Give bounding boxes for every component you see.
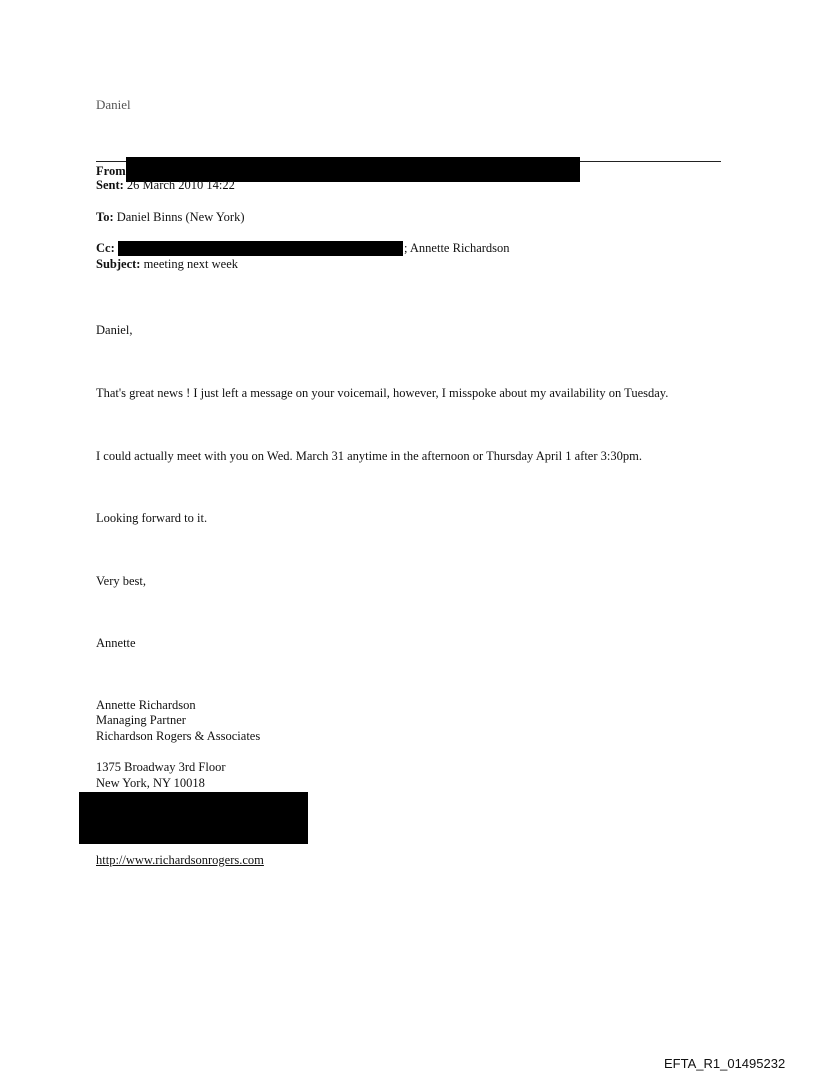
sent-line bbox=[96, 178, 235, 193]
sign-name: Annette bbox=[96, 636, 136, 650]
cc-redaction bbox=[118, 241, 403, 256]
signature-redaction bbox=[79, 792, 308, 844]
to-line bbox=[96, 210, 245, 225]
website-link[interactable]: http://www.richardsonrogers.com bbox=[96, 853, 264, 867]
body-paragraph-2: I could actually meet with you on Wed. March 31 anytime in the afternoon or Thursday April 1 after 3:30pm. bbox=[96, 449, 642, 463]
subject-line bbox=[96, 257, 238, 272]
body-paragraph-3: Looking forward to it. bbox=[96, 511, 208, 525]
sent-value: 26 March 2010 14:22 bbox=[126, 178, 235, 192]
address-line-2: New York, NY 10018 bbox=[96, 776, 205, 790]
salutation: Daniel, bbox=[96, 323, 133, 337]
to-value: Daniel Binns (New York) bbox=[116, 210, 245, 224]
signature-name: Annette Richardson bbox=[96, 698, 196, 712]
document-id: EFTA_R1_01495232 bbox=[664, 1056, 786, 1071]
subject-label: Subject: bbox=[96, 257, 141, 271]
cc-label: Cc: bbox=[96, 241, 115, 255]
closing: Very best, bbox=[96, 574, 146, 588]
body-paragraph-1: That's great news ! I just left a message on your voicemail, however, I misspoke about my availability on Tuesday. bbox=[96, 386, 669, 400]
address-line-1: 1375 Broadway 3rd Floor bbox=[96, 760, 226, 774]
from-label: From bbox=[96, 164, 126, 178]
cc-value: ; Annette Richardson bbox=[404, 241, 510, 255]
signature-title: Managing Partner bbox=[96, 713, 186, 727]
signature-company: Richardson Rogers & Associates bbox=[96, 729, 261, 743]
to-label: To: bbox=[96, 210, 114, 224]
sent-label: Sent: bbox=[96, 178, 124, 192]
subject-value: meeting next week bbox=[143, 257, 238, 271]
top-greeting: Daniel bbox=[96, 97, 131, 112]
